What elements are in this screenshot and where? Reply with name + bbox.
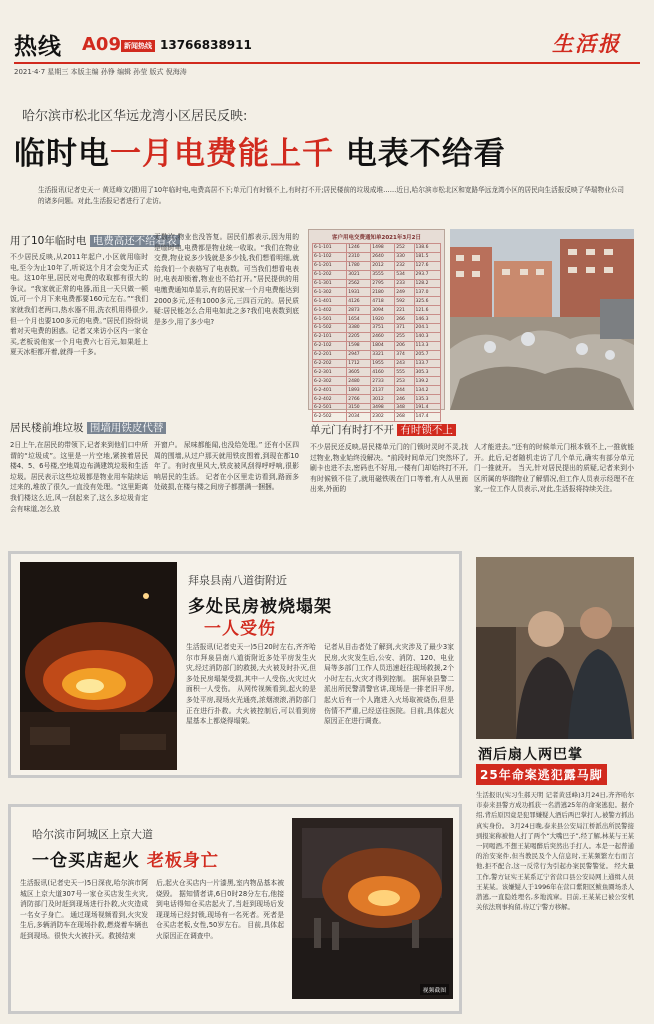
bill-cell: 1931 [347, 288, 371, 297]
lead-kicker: 哈尔滨市松北区华远龙湾小区居民反映: [22, 109, 248, 124]
bill-cell: 128.2 [414, 279, 440, 288]
bill-cell: 127.6 [414, 261, 440, 270]
bill-cell: 2562 [347, 279, 371, 288]
bill-cell: 135.3 [414, 395, 440, 404]
bill-cell: 138.6 [414, 244, 440, 253]
garbage-photo [450, 229, 634, 410]
bill-row [313, 368, 441, 377]
bill-row [313, 324, 441, 333]
shop-fire-headline [32, 846, 219, 871]
bill-row [313, 412, 441, 421]
bill-cell: 266 [395, 315, 414, 324]
bill-row [313, 252, 441, 261]
bill-cell: 6-2-101 [313, 332, 347, 341]
bill-cell: 4160 [371, 368, 395, 377]
shop-fire-col-2: 后,起火仓买店内一片漆黑,室内物品基本被烧毁。 据知情者讲,6日0时28分左右,他接到电话得知仓买店起火了,当赶到现场后发现现场已经封锁,现场有一名死者。死者是仓买店老板,女性,50岁左右。 目前,具体起火原因正在调查中。 [156, 879, 284, 940]
bill-cell: 305.3 [414, 368, 440, 377]
bill-cell: 3380 [347, 324, 371, 333]
subhead-2-text: 居民楼前堆垃圾 [10, 422, 84, 434]
bill-cell: 6-2-301 [313, 368, 347, 377]
section-name: 热线 [14, 34, 62, 60]
fire-headline-a: 多处民房被烧塌架 [188, 597, 332, 617]
bill-cell: 252 [395, 244, 414, 253]
fire-kicker: 拜泉县南八道街附近 [188, 574, 287, 587]
bill-cell: 268 [395, 412, 414, 421]
subhead-1-tag: 电费高还不给看表 [90, 235, 180, 247]
bill-cell: 1246 [347, 244, 371, 253]
page-number: A09 [82, 34, 121, 55]
lead-subhead-3 [310, 422, 456, 437]
bill-cell: 2205 [347, 332, 371, 341]
bill-row [313, 315, 441, 324]
hotline-phone: 13766838911 [160, 38, 252, 52]
bill-cell: 4718 [371, 297, 395, 306]
fire-col-2: 记者从目击者处了解到,火灾涉及了最少3家民房,火灾发生后,公安、消防、120、电业局等多部门工作人员迅速赶往现场救援,2个小时左右,火灾才得到控制。 据拜泉县警二派出所民警清警官讲,现场是一排老旧平房,起火后有一个人跑进入火场取被烧伤,但是伤情不严重,已经送往医院。目前,具体起火原因正在进行调查。 [324, 643, 454, 726]
shop-fire-headline-b: 老板身亡 [140, 851, 219, 871]
bill-cell: 3751 [371, 324, 395, 333]
bill-cell: 6-1-502 [313, 324, 347, 333]
shop-fire-kicker: 哈尔滨市阿城区上京大道 [32, 828, 153, 841]
bill-cell: 191.4 [414, 404, 440, 413]
bill-cell: 2012 [371, 261, 395, 270]
bill-cell: 121.6 [414, 306, 440, 315]
bill-cell: 2034 [347, 412, 371, 421]
bill-cell: 3321 [371, 350, 395, 359]
bill-cell: 2180 [371, 288, 395, 297]
bill-cell: 3555 [371, 270, 395, 279]
bill-row [313, 288, 441, 297]
lead-col-2: 无数次,物业也没答复。居民们都表示,因为用的是临时电,电费都是物业统一收取。“我们在物业交费,物业说多少钱就是多少钱,我们想看明细,就给我们一个表格写了电表数。可当我们想看电表时,电表却锁着,物业也不给打开。”居民提供的用电缴费通知单显示,有的居民家一个月电费能达到2000多元,还有1000多元,三四百元的。居民质疑:居民能怎么合用电如此之多?我们电表数到底是多少,用了多少电? [154, 233, 299, 326]
bill-cell: 113.3 [414, 341, 440, 350]
shop-fire-photo [292, 818, 453, 999]
suspect-headline-a: 酒后扇人两巴掌 [478, 747, 583, 763]
bill-cell: 2795 [371, 279, 395, 288]
bill-cell: 348 [395, 404, 414, 413]
bill-cell: 6-1-202 [313, 270, 347, 279]
bill-cell: 133.7 [414, 359, 440, 368]
bill-cell: 6-2-201 [313, 350, 347, 359]
bill-cell: 6-1-201 [313, 261, 347, 270]
bill-cell: 6-1-301 [313, 279, 347, 288]
bill-cell: 1498 [371, 244, 395, 253]
bill-cell: 374 [395, 350, 414, 359]
bill-cell: 6-2-102 [313, 341, 347, 350]
bill-row [313, 261, 441, 270]
bill-cell: 244 [395, 386, 414, 395]
newspaper-logo: 生活报 [552, 32, 621, 56]
bill-cell: 233 [395, 279, 414, 288]
bill-cell: 2460 [371, 332, 395, 341]
bill-row [313, 404, 441, 413]
fire-headline-b: 一人受伤 [204, 619, 276, 639]
bill-cell: 325.6 [414, 297, 440, 306]
subhead-3-text: 单元门有时打不开 [310, 424, 394, 436]
bill-cell: 6-1-402 [313, 306, 347, 315]
bill-row [313, 377, 441, 386]
bill-cell: 253 [395, 377, 414, 386]
bill-cell: 1654 [347, 315, 371, 324]
bill-cell: 293.7 [414, 270, 440, 279]
bill-cell: 2873 [347, 306, 371, 315]
bill-cell: 1804 [371, 341, 395, 350]
bill-cell: 6-1-101 [313, 244, 347, 253]
bill-table [312, 243, 441, 422]
shop-fire-caption: 视频截图 [420, 984, 449, 995]
lead-headline-b: 一月电费能上千 [110, 136, 334, 172]
bill-cell: 6-2-302 [313, 377, 347, 386]
suspect-body: 生活报讯(实习生郝天明 记者黄廷峰)3月24日,齐齐哈尔市泰来县警方成功抓获一名潜逃25年的命案逃犯。据介绍,背后原因竟是犯罪嫌疑人酒后两巴掌打人,被警方抓出真实身份。 3月24日晚,泰来县公安局江桥派出所民警接到报案称被他人打了两个“大嘴巴子”,经了解,林某与王某一同喝酒,不想王某喝醉后突然出手打人。本是一起普通的治安案件,但当教民及个人信息时,王某频繁左右而言他,拒不配合,这一反常行为引起办案民警警觉。 经大量工作,警方证实王某系辽宁省营口县公安局网上通缉人员王某某。该嫌疑人于1996年在营口紫阳区鲅鱼圈场杀人潜逃,一直隐姓埋名,多地流窜。目前,王某某已被公安机关依法刑事拘留,待辽宁警方移解。 [476, 791, 634, 912]
bill-cell: 134.2 [414, 386, 440, 395]
bill-cell: 1712 [347, 359, 371, 368]
header-rule [14, 62, 640, 64]
bill-cell: 6-2-501 [313, 404, 347, 413]
bill-cell: 1780 [347, 261, 371, 270]
bill-cell: 206 [395, 341, 414, 350]
hotline-badge: 新闻热线 [121, 40, 155, 52]
issue-meta: 2021·4·7 星期三 本版主编 孙铮 编辑 孙莹 版式 倪海涛 [14, 68, 187, 76]
fire-photo [20, 562, 177, 770]
bill-cell: 147.4 [414, 412, 440, 421]
bill-row [313, 350, 441, 359]
bill-cell: 181.5 [414, 252, 440, 261]
bill-cell: 205.7 [414, 350, 440, 359]
bill-cell: 2640 [371, 252, 395, 261]
bill-cell: 2766 [347, 395, 371, 404]
bill-cell: 2302 [371, 412, 395, 421]
lead-col-5: 不少居民还反映,居民楼单元门的门锁时灵时不灵,找过物业,物业始终没解决。“前段时间单元门突然坏了,刷卡也进不去,密码也不好用,一楼有门却始终打不开,有时候锁不住了,就用磁铁吸在门口等着,有人从里面出来,外面的 [310, 443, 468, 494]
bill-cell: 6-2-401 [313, 386, 347, 395]
bill-cell: 1893 [347, 386, 371, 395]
lead-col-6: 人才能进去。”还有的时候单元门根本锁不上,一推就能开。此后,记者随机走访了几个单元,确实有部分单元门一推就开。 当天,针对居民提出的质疑,记者来到小区所属的华瑞物业了解情况,但工作人员表示经理不在家,一位工作人员表示,对此,生活报将持续关注。 [474, 443, 634, 494]
bill-cell: 246 [395, 395, 414, 404]
bill-cell: 3094 [371, 306, 395, 315]
bill-row [313, 270, 441, 279]
bill-cell: 6-2-402 [313, 395, 347, 404]
lead-col-4: 开窗户。 尿味都能闻,也没给处理。” 还有小区四周的围墙,从过户那天就用铁皮围着,到现在都10年了。有时夜里风大,铁皮被风刮得呼呼响,很影响居民的生活。 记者在小区里走访看到,路面多处破损,在楼与楼之间房子都摆满一捆捆。 [154, 441, 299, 492]
bill-cell: 2310 [347, 252, 371, 261]
bill-cell: 4126 [347, 297, 371, 306]
lead-headline-c: 电表不给看 [334, 136, 506, 172]
bill-cell: 1955 [371, 359, 395, 368]
lead-col-3: 2日上午,在居民的带领下,记者来到他们口中所谓的“垃圾成”。这里是一片空地,紧挨着居民楼4、5、6号楼,空地周边布满建筑垃圾和生活垃圾。居民表示这些垃圾都是物业用车陆续运过来的,堆放了很久,一直没有处理。“这里距离我们楼这么近,风一刮起来了,这么多垃圾肯定会有味道,怎么放 [10, 441, 148, 513]
bill-cell: 534 [395, 270, 414, 279]
suspect-photo [476, 557, 634, 739]
bill-cell: 6-1-302 [313, 288, 347, 297]
lead-headline-a: 临时电 [14, 136, 110, 172]
bill-row [313, 332, 441, 341]
bill-photo [308, 229, 445, 420]
bill-cell: 255 [395, 332, 414, 341]
bill-cell: 146.3 [414, 315, 440, 324]
bill-cell: 592 [395, 297, 414, 306]
bill-cell: 3605 [347, 368, 371, 377]
bill-row [313, 359, 441, 368]
bill-row [313, 306, 441, 315]
lead-intro: 生活报讯(记者史天一 黄廷峰文/摄)用了10年临时电,电费高居不下;单元门有时锁不上,有时打不开;居民楼前的垃圾成堆……近日,哈尔滨市松北区和宽路华远龙湾小区的居民向生活报反映了华瑞物业公司的诸多问题。对此,生活报记者进行了走访。 [38, 186, 624, 205]
bill-cell: 204.1 [414, 324, 440, 333]
bill-row [313, 395, 441, 404]
lead-subhead-2 [10, 420, 166, 435]
bill-cell: 2480 [347, 377, 371, 386]
fire-col-1: 生活报讯(记者史天一)5日20时左右,齐齐哈尔市拜泉县南八道街附近多处平房发生火灾,经过消防部门的救援,大火被及时扑灭,但多处民房塌架受损,其中一人受伤,火灾过火面积一人受伤。 从网传视频看到,起火的是多处平房,现场火光通亮,浓烟滚滚,消防部门正在进行扑救。大火被控制后,可以看到房屋基本上都烧得塌架。 [186, 643, 316, 726]
subhead-3-tag: 有时锁不上 [397, 424, 456, 436]
bill-cell: 3150 [347, 404, 371, 413]
bill-cell: 6-1-501 [313, 315, 347, 324]
bill-cell: 6-2-502 [313, 412, 347, 421]
bill-cell: 2137 [371, 386, 395, 395]
bill-cell: 2733 [371, 377, 395, 386]
bill-row [313, 244, 441, 253]
bill-row [313, 279, 441, 288]
subhead-1-text: 用了10年临时电 [10, 235, 87, 247]
bill-cell: 221 [395, 306, 414, 315]
bill-cell: 555 [395, 368, 414, 377]
bill-cell: 249 [395, 288, 414, 297]
bill-cell: 140.3 [414, 332, 440, 341]
bill-cell: 3012 [371, 395, 395, 404]
bill-cell: 3021 [347, 270, 371, 279]
bill-cell: 2947 [347, 350, 371, 359]
bill-cell: 6-1-401 [313, 297, 347, 306]
bill-title: 客户用电交费通知单2021年3月2日 [332, 235, 421, 241]
bill-cell: 1920 [371, 315, 395, 324]
bill-row [313, 297, 441, 306]
bill-cell: 371 [395, 324, 414, 333]
lead-col-1: 不少居民反映,从2011年起户,小区就用临时电,至今为止10年了,听说这个月才会变为正式电。这10年里,居民对电费的收取都有很大的争议。“我家就正常的电器,而且一天只做一顿饭,可一个月下来电费都要160元左右。”“我们家就我们老两口,热水器不用,洗衣机用得很少,但一个月也要100多元的电费。”居民们纷纷说着对天电费的困惑。记者又来访小区内一家仓买,老板说他家一个月电费六七百元,如果赶上夏天冰柜都开着,就得一千多。 [10, 253, 148, 357]
subhead-2-tag: 围墙用铁皮代替 [87, 422, 167, 434]
shop-fire-col-1: 生活报讯(记者史天一)5日深夜,哈尔滨市阿城区上京大道307号一家仓买店发生火灾,消防部门及时赶到现场进行扑救,火灾造成一名女子身亡。 通过现场视频看到,火灾发生后,多辆消防车在现场扑救,燃烧着车辆也赶到现场。很快大火被扑灭。救援结束 [20, 879, 148, 940]
bill-cell: 3498 [371, 404, 395, 413]
bill-row [313, 386, 441, 395]
bill-cell: 137.0 [414, 288, 440, 297]
bill-cell: 330 [395, 252, 414, 261]
bill-cell: 1598 [347, 341, 371, 350]
lead-headline [14, 128, 506, 173]
bill-row [313, 341, 441, 350]
bill-cell: 6-2-202 [313, 359, 347, 368]
shop-fire-headline-a: 一仓买店起火 [32, 851, 140, 871]
bill-cell: 243 [395, 359, 414, 368]
bill-cell: 6-1-102 [313, 252, 347, 261]
bill-cell: 139.2 [414, 377, 440, 386]
bill-cell: 232 [395, 261, 414, 270]
suspect-headline-b: 25年命案逃犯露马脚 [476, 764, 607, 785]
